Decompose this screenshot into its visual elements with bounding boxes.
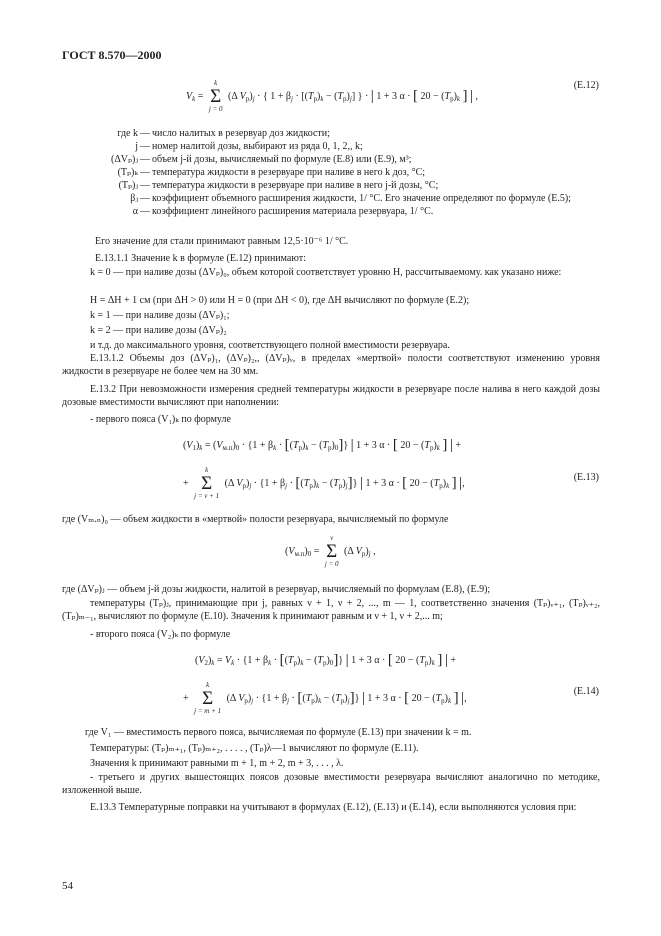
sum-e13: k Σ j = ν + 1 xyxy=(194,466,220,500)
para-e1312: Е.13.1.2 Объемы доз (ΔVₚ)₁, (ΔVₚ)₂,, (ΔVₚ)ᵥ, в пределах «мертвой» полости соответствуют изменению уровня жидкости в резервуаре не более чем на 30 мм. xyxy=(62,353,600,377)
steel-note: Его значение для стали принимают равным 12,5·10⁻⁶ 1/ °С. xyxy=(95,236,349,247)
formula-e14-line1: $(V_2)_k = V_k \cdot \{1 + \beta_k \cdot [(T_p)_k - (T_p)_0]\}$ | 1 + 3 α · [ $20 - (T_p)_k$ ] | + xyxy=(195,652,457,668)
formula-e13-line2: + k Σ j = ν + 1 (Δ $V_p)_j \cdot \{1 + \beta_j \cdot [(T_p)_k - (T_p)_j]\}$ | 1 + 3 α · [ $20 - (T_p)_k$ ] |, xyxy=(183,466,465,500)
para-e1311: Е.13.1.1 Значение k в формуле (Е.12) принимают: xyxy=(95,253,306,264)
document-header: ГОСТ 8.570—2000 xyxy=(62,48,162,62)
def-row: (Tₚ)ⱼ — температура жидкости в резервуаре при наливе в него j-й дозы, °С; xyxy=(118,180,439,191)
eq-label-e14: (Е.14) xyxy=(573,686,599,697)
para-k1: k = 1 — при наливе дозы (ΔVₚ)₁; xyxy=(90,310,230,321)
def-row: (ΔVₚ)ⱼ — объем j-й дозы, вычисляемый по формуле (Е.8) или (Е.9), м³; xyxy=(111,154,412,165)
para-k0: k = 0 — при наливе дозы (ΔVₚ)₀, объем которой соответствует уровню H, рассчитываемому. как указано ниже: xyxy=(90,267,562,278)
para-e133: Е.13.3 Температурные поправки на учитывают в формулах (Е.12), (Е.13) и (Е.14), если выполняются условия при: xyxy=(90,802,577,813)
para-etc: и т.д. до максимального уровня, соответствующего полной вместимости резервуара. xyxy=(90,340,450,351)
sum-e12: k Σ j = 0 xyxy=(208,79,223,113)
page-number: 54 xyxy=(62,880,73,892)
formula-e13-line1: $(V_1)_k = (V_{м.п})_0 \cdot \{1 + \beta_k \cdot [(T_p)_k - (T_p)_0]\}$ | 1 + 3 α · [ $20 - (T_p)_k$ ] | + xyxy=(183,437,462,453)
sum-lower: j = 0 xyxy=(324,560,339,568)
para-kvals: Значения k принимают равными m + 1, m + 2, m + 3, . . . , λ. xyxy=(90,758,344,769)
para-vml-def: где (Vₘ.ₙ)₀ — объем жидкости в «мертвой» полости резервуара, вычисляемый по формуле xyxy=(62,514,449,525)
def-row: βⱼ — коэффициент объемного расширения жидкости, 1/ °С. Его значение определяют по формуле (Е.5); xyxy=(130,193,571,204)
definitions-list xyxy=(62,127,600,218)
para-e132: Е.13.2 При невозможности измерения средней температуры жидкости в резервуаре после налива в него каждой дозы дозовые вместимости вычисляют при наполнении: xyxy=(62,384,600,408)
para-k2: k = 2 — при наливе дозы (ΔVₚ)₂ xyxy=(90,325,227,336)
sum-upper: k xyxy=(214,79,218,87)
para-third: - третьего и других вышестоящих поясов дозовые вместимости резервуара вычисляют аналогично по методике, изложенной выше. xyxy=(62,772,600,796)
def-row: где k — число налитых в резервуар доз жидкости; xyxy=(117,128,330,139)
def-row: j — номер налитой дозы, выбирают из ряда 0, 1, 2,, k; xyxy=(135,141,363,152)
sum-lower: j = ν + 1 xyxy=(194,492,220,500)
para-dv-def: где (ΔVₚ)ⱼ — объем j-й дозы жидкости, налитой в резервуар, вычисляемый по формулам (Е.8), (Е.9); xyxy=(62,584,491,595)
def-row: (Tₚ)ₖ — температура жидкости в резервуаре при наливе в него k доз, °С; xyxy=(117,167,426,178)
formula-vml: $(V_{м.п})_0$ = ν Σ j = 0 (Δ $V_p)_j$ , xyxy=(285,534,376,568)
eq-label-e13: (Е.13) xyxy=(573,472,599,483)
para-temps: температуры (Tₚ)ⱼ, принимающие при j, равных ν + 1, ν + 2, ..., m — 1, соответственно значения (Tₚ)ᵥ₊₁, (Tₚ)ᵥ₊₂, (Tₚ)ₘ₋₁, вычисляют по формуле (Е.10). Значения k принимают равным и ν + 1, ν + 2,... m; xyxy=(62,598,600,622)
sum-e14: k Σ j = m + 1 xyxy=(194,681,222,715)
para-belt2: - второго пояса (V₂)ₖ по формуле xyxy=(90,629,231,640)
formula-e14-line2: + k Σ j = m + 1 (Δ $V_p)_j \cdot \{1 + \beta_j \cdot [(T_p)_k - (T_p)_j]\}$ | 1 + 3 α · [ $20 - (T_p)_k$ ] |, xyxy=(183,681,467,715)
sum-upper: k xyxy=(205,466,209,474)
sum-lower: j = m + 1 xyxy=(194,707,222,715)
eq-label-e12: (Е.12) xyxy=(573,80,599,91)
sum-vml: ν Σ j = 0 xyxy=(324,534,339,568)
formula-e12: $V_k$ = k Σ j = 0 (Δ $V_p)_j$ · { $1 + \beta_j \cdot [(T_p)_k - (T_p)_j]$ } · | 1 + 3 α · [ $20 - (T_p)_k$ ] | , xyxy=(186,79,479,113)
sum-upper: ν xyxy=(330,534,334,542)
para-H: H = ΔH + 1 см (при ΔH > 0) или H = 0 (при ΔH < 0), где ΔH вычисляют по формуле (Е.2); xyxy=(90,295,470,306)
sum-lower: j = 0 xyxy=(208,105,223,113)
para-temps2: Температуры: (Tₚ)ₘ₊₁, (Tₚ)ₘ₊₂, . . . . , (Tₚ)λ—1 вычисляют по формуле (Е.11). xyxy=(90,743,419,754)
sum-upper: k xyxy=(206,681,210,689)
def-row: α — коэффициент линейного расширения материала резервуара, 1/ °С. xyxy=(132,206,434,217)
para-v1: где V₁ — вместимость первого пояса, вычисляемая по формуле (Е.13) при значении k = m. xyxy=(85,727,472,738)
para-belt1: - первого пояса (V₁)ₖ по формуле xyxy=(90,414,231,425)
